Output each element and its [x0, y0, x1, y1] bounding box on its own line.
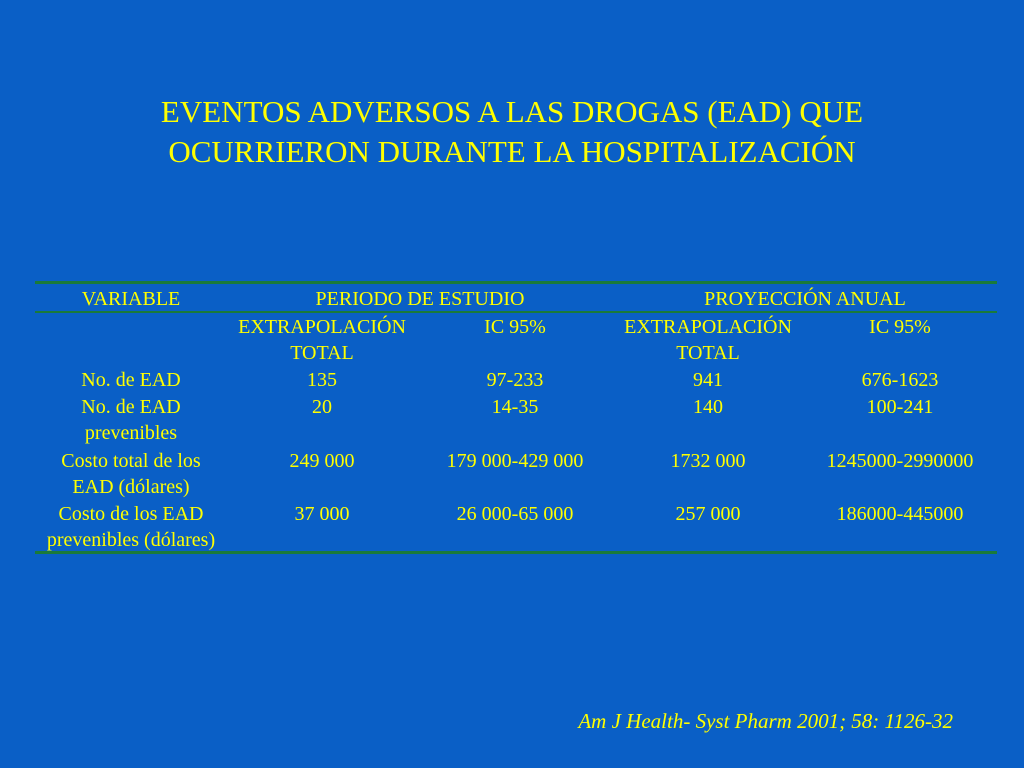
header-proyeccion-anual: PROYECCIÓN ANUAL [704, 288, 906, 310]
row-2-anual-ic: 100-241 [866, 396, 934, 418]
row-1-periodo-ic: 97-233 [486, 369, 544, 391]
row-1-periodo-total: 135 [307, 369, 337, 391]
row-3-anual-total: 1732 000 [670, 450, 746, 472]
row-2-periodo-total: 20 [312, 396, 332, 418]
row-4-variable-line-1: Costo de los EAD [58, 503, 204, 525]
subheader-anual-extrapolacion-line-1: EXTRAPOLACIÓN [624, 316, 792, 338]
row-3-variable [35, 448, 227, 500]
row-4-periodo-ic: 26 000-65 000 [456, 503, 574, 525]
row-2-periodo-ic: 14-35 [491, 396, 539, 418]
slide-title [0, 92, 1024, 172]
citation: Am J Health- Syst Pharm 2001; 58: 1126-32 [578, 709, 953, 733]
slide-title-line-1: EVENTOS ADVERSOS A LAS DROGAS (EAD) QUE [160, 94, 864, 129]
row-2-anual-total: 140 [693, 396, 723, 418]
subheader-periodo-ic: IC 95% [484, 316, 546, 338]
subheader-periodo-extrapolacion-line-2: TOTAL [290, 342, 354, 364]
table-top-rule [35, 281, 997, 284]
subheader-anual-ic: IC 95% [869, 316, 931, 338]
header-variable: VARIABLE [81, 288, 181, 310]
row-2-variable-line-2: prevenibles [84, 422, 178, 444]
header-divider [35, 311, 997, 313]
row-1-anual-ic: 676-1623 [861, 369, 939, 391]
header-periodo-estudio: PERIODO DE ESTUDIO [315, 288, 525, 310]
row-1-anual-total: 941 [693, 369, 723, 391]
slide-title-line-2: OCURRIERON DURANTE LA HOSPITALIZACIÓN [168, 134, 856, 169]
row-3-anual-ic: 1245000-2990000 [826, 450, 974, 472]
row-3-periodo-total: 249 000 [289, 450, 355, 472]
row-3-variable-line-1: Costo total de los [61, 450, 201, 472]
subheader-periodo-extrapolacion-line-1: EXTRAPOLACIÓN [238, 316, 406, 338]
row-1-variable: No. de EAD [81, 369, 181, 391]
row-4-anual-ic: 186000-445000 [836, 503, 964, 525]
subheader-anual-extrapolacion [613, 314, 803, 366]
row-4-anual-total: 257 000 [675, 503, 741, 525]
row-2-variable-line-1: No. de EAD [81, 396, 181, 418]
subheader-anual-extrapolacion-line-2: TOTAL [676, 342, 740, 364]
row-4-variable-line-2: prevenibles (dólares) [46, 529, 216, 551]
row-2-variable [35, 394, 227, 446]
table-bottom-rule [35, 551, 997, 554]
row-3-periodo-ic: 179 000-429 000 [446, 450, 584, 472]
subheader-periodo-extrapolacion [227, 314, 417, 366]
row-3-variable-line-2: EAD (dólares) [72, 476, 190, 498]
row-4-variable [35, 501, 227, 553]
row-4-periodo-total: 37 000 [294, 503, 350, 525]
